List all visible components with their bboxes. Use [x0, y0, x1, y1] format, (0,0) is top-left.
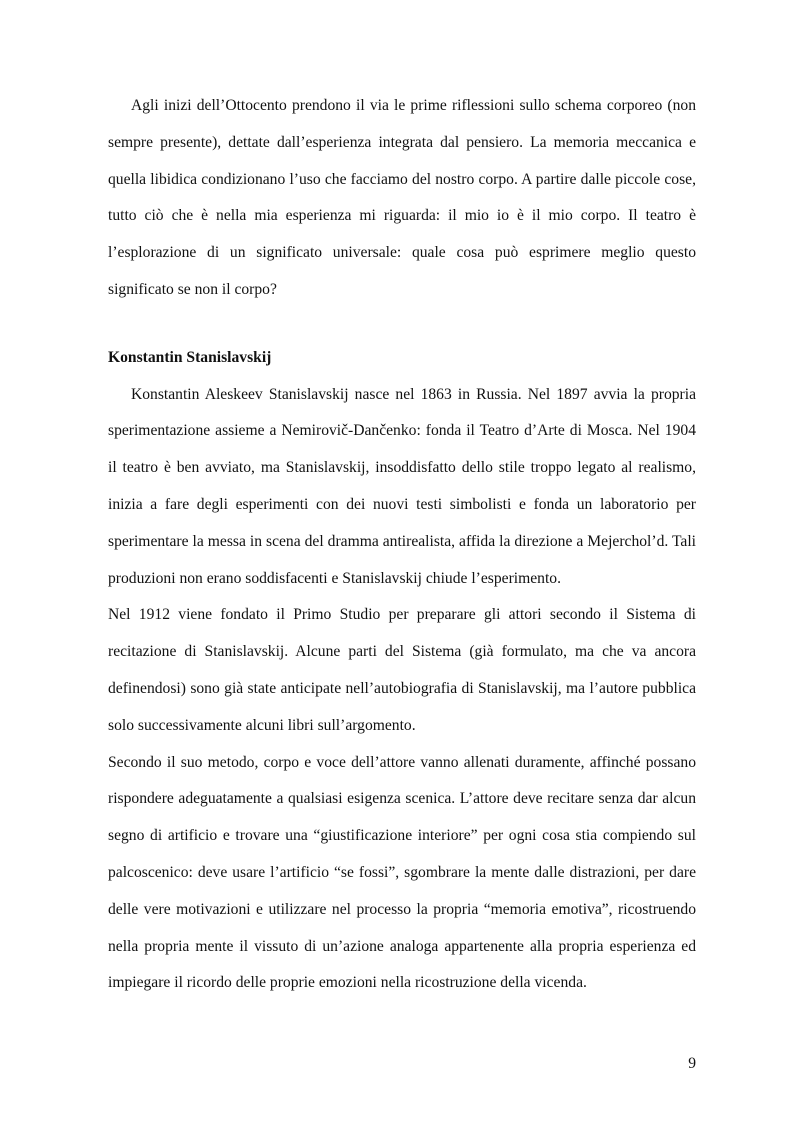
body-paragraph: Secondo il suo metodo, corpo e voce dell’attore vanno allenati duramente, affinché possano rispondere adeguatamente a qualsiasi esigenza scenica. L’attore deve recitare senza dar alcun segno di artificio e trovare una “giustificazione interiore” per ogni cosa stia compiendo sul palcoscenico: deve usare l’artificio “se fossi”, sgombrare la mente dalle distrazioni, per dare delle vere motivazioni e utilizzare nel processo la propria “memoria emotiva”, ricostruendo nella propria mente il vissuto di un’azione analoga appartenente alla propria esperienza ed impiegare il ricordo delle proprie emozioni nella ricostruzione della vicenda. — [108, 753, 696, 992]
section-spacer — [108, 309, 696, 340]
body-paragraph: Nel 1912 viene fondato il Primo Studio per preparare gli attori secondo il Sistema di recitazione di Stanislavskij. Alcune parti del Sistema (già formulato, ma che va ancora definendosi) sono già state anticipate nell’autobiografia di Stanislavskij, ma l’autore pubblica solo successivamente alcuni libri sull’argomento. — [108, 606, 696, 734]
body-paragraph: Agli inizi dell’Ottocento prendono il via le prime riflessioni sullo schema corporeo (non sempre presente), dettate dall’esperienza integrata dal pensiero. La memoria meccanica e quella libidica condizionano l’uso che facciamo del nostro corpo. A partire dalle piccole cose, tutto ciò che è nella mia esperienza mi riguarda: il mio io è il mio corpo. Il teatro è l’esplorazione di un significato universale: quale cosa può esprimere meglio questo significato se non il corpo? — [108, 97, 696, 298]
section-heading: Konstantin Stanislavskij — [108, 348, 272, 366]
page-number: 9 — [688, 1055, 696, 1072]
body-paragraph: Konstantin Aleskeev Stanislavskij nasce nel 1863 in Russia. Nel 1897 avvia la propria sperimentazione assieme a Nemirovič-Dančenko: fonda il Teatro d’Arte di Mosca. Nel 1904 il teatro è ben avviato, ma Stanislavskij, insoddisfatto dello stile troppo legato al realismo, inizia a fare degli esperimenti con dei nuovi testi simbolisti e fonda un laboratorio per sperimentare la messa in scena del dramma antirealista, affida la direzione a Mejerchol’d. Tali produzioni non erano soddisfacenti e Stanislavskij chiude l’esperimento. — [108, 385, 696, 587]
document-page — [108, 88, 696, 1002]
